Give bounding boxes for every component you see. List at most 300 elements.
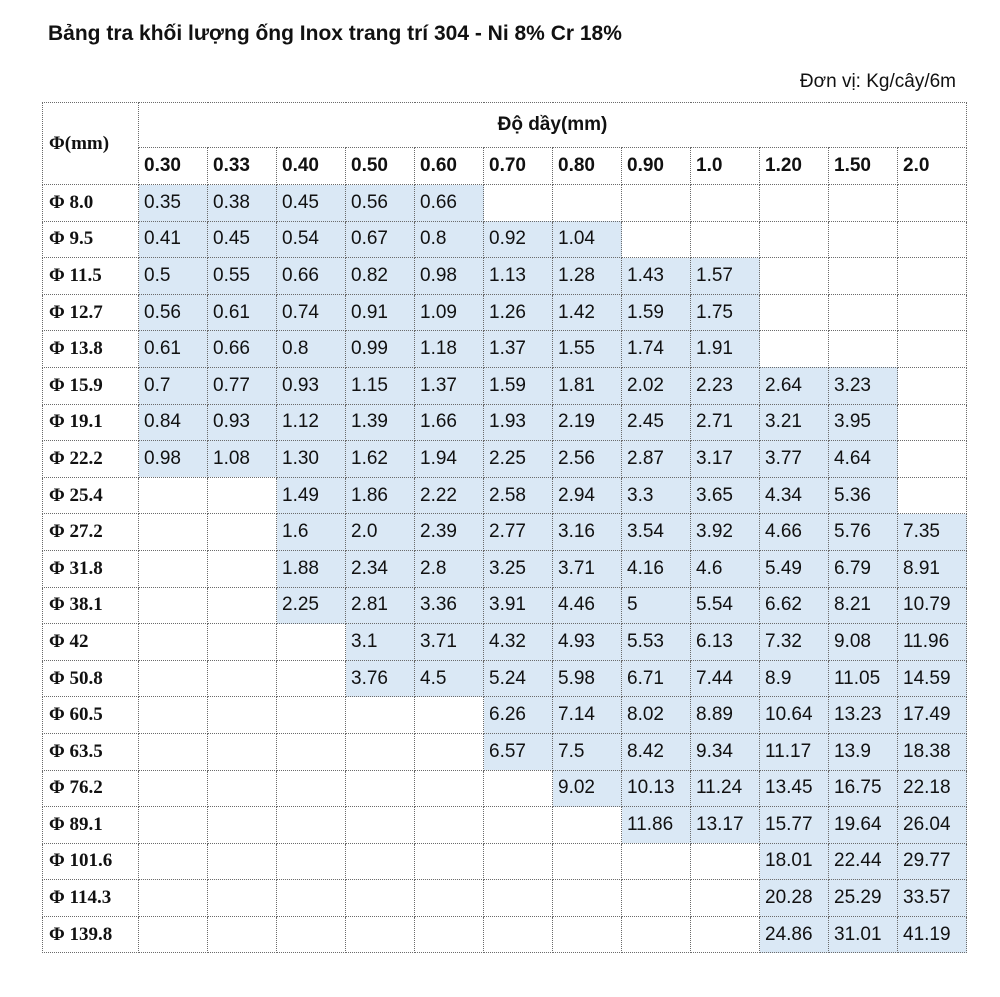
weight-cell [829,331,898,368]
diameter-header: Φ(mm) [43,103,139,185]
weight-cell: 2.81 [346,587,415,624]
weight-cell: 3.54 [622,514,691,551]
weight-cell [691,916,760,953]
weight-cell: 0.98 [415,258,484,295]
weight-cell [208,807,277,844]
diameter-cell: Φ 22.2 [43,441,139,478]
weight-cell: 0.8 [415,221,484,258]
weight-cell [691,221,760,258]
weight-cell: 5.24 [484,660,553,697]
weight-cell: 1.88 [277,550,346,587]
diameter-cell: Φ 42 [43,624,139,661]
weight-cell: 6.13 [691,624,760,661]
weight-cell [622,843,691,880]
weight-cell: 1.49 [277,477,346,514]
weight-cell: 0.7 [139,367,208,404]
weight-cell [484,880,553,917]
weight-cell: 8.9 [760,660,829,697]
weight-cell: 0.66 [415,185,484,222]
weight-cell: 1.15 [346,367,415,404]
weight-cell: 3.17 [691,441,760,478]
weight-cell [346,916,415,953]
weight-cell: 19.64 [829,807,898,844]
weight-cell: 0.54 [277,221,346,258]
table-row [43,367,967,404]
weight-cell: 5.98 [553,660,622,697]
weight-cell: 0.55 [208,258,277,295]
weight-cell [139,733,208,770]
weight-cell [208,587,277,624]
weight-cell [139,916,208,953]
weight-cell: 11.05 [829,660,898,697]
diameter-cell: Φ 19.1 [43,404,139,441]
weight-cell: 4.5 [415,660,484,697]
weight-cell [829,221,898,258]
weight-cell: 0.93 [277,367,346,404]
weight-cell: 1.74 [622,331,691,368]
weight-cell: 8.91 [898,550,967,587]
weight-cell: 2.0 [346,514,415,551]
weight-cell [898,441,967,478]
weight-cell: 4.34 [760,477,829,514]
weight-cell [139,660,208,697]
weight-cell [346,697,415,734]
weight-cell [622,880,691,917]
weight-cell: 11.86 [622,807,691,844]
weight-cell: 1.75 [691,294,760,331]
diameter-cell: Φ 60.5 [43,697,139,734]
weight-cell: 3.92 [691,514,760,551]
weight-cell: 11.24 [691,770,760,807]
weight-cell: 9.08 [829,624,898,661]
table-row [43,258,967,295]
weight-cell: 22.44 [829,843,898,880]
weight-cell: 7.32 [760,624,829,661]
weight-cell [760,331,829,368]
table-body [43,185,967,953]
weight-cell: 1.12 [277,404,346,441]
weight-cell: 8.89 [691,697,760,734]
table-row [43,624,967,661]
weight-cell: 0.99 [346,331,415,368]
weight-cell [691,843,760,880]
thickness-header-cell: 0.33 [208,148,277,185]
weight-cell: 10.13 [622,770,691,807]
weight-cell: 13.45 [760,770,829,807]
weight-cell [691,185,760,222]
table-row [43,477,967,514]
table-row [43,880,967,917]
weight-cell [553,843,622,880]
weight-cell: 0.38 [208,185,277,222]
weight-cell: 0.82 [346,258,415,295]
weight-cell: 22.18 [898,770,967,807]
weight-cell [277,660,346,697]
weight-cell: 25.29 [829,880,898,917]
weight-cell: 18.01 [760,843,829,880]
weight-cell: 3.21 [760,404,829,441]
thickness-header-cell: 2.0 [898,148,967,185]
diameter-cell: Φ 139.8 [43,916,139,953]
weight-cell: 1.04 [553,221,622,258]
table-row [43,550,967,587]
weight-cell: 6.26 [484,697,553,734]
weight-cell [898,477,967,514]
weight-cell: 3.71 [553,550,622,587]
diameter-cell: Φ 13.8 [43,331,139,368]
weight-cell: 0.45 [208,221,277,258]
weight-cell: 3.91 [484,587,553,624]
weight-cell [415,843,484,880]
table-row [43,843,967,880]
weight-cell [277,733,346,770]
weight-cell: 3.77 [760,441,829,478]
weight-cell [346,807,415,844]
table-row [43,733,967,770]
weight-cell: 0.5 [139,258,208,295]
weight-cell [139,550,208,587]
weight-cell: 0.61 [139,331,208,368]
weight-cell [898,258,967,295]
weight-cell [139,624,208,661]
weight-cell [139,477,208,514]
weight-cell: 1.30 [277,441,346,478]
weight-cell: 0.56 [346,185,415,222]
diameter-cell: Φ 8.0 [43,185,139,222]
thickness-header-cell: 1.0 [691,148,760,185]
weight-cell: 10.79 [898,587,967,624]
weight-cell [277,807,346,844]
table-row [43,294,967,331]
weight-cell: 0.35 [139,185,208,222]
table-row [43,404,967,441]
weight-cell: 2.19 [553,404,622,441]
weight-cell [760,294,829,331]
weight-cell [346,770,415,807]
thickness-header-cell: 0.30 [139,148,208,185]
thickness-header-cell: 0.90 [622,148,691,185]
weight-cell [622,221,691,258]
weight-cell [139,514,208,551]
weight-cell [415,733,484,770]
diameter-cell: Φ 114.3 [43,880,139,917]
weight-cell [277,916,346,953]
weight-cell: 1.09 [415,294,484,331]
weight-cell: 7.14 [553,697,622,734]
diameter-cell: Φ 38.1 [43,587,139,624]
weight-cell: 0.84 [139,404,208,441]
weight-cell: 3.3 [622,477,691,514]
weight-cell [277,624,346,661]
weight-cell [484,770,553,807]
table-row [43,660,967,697]
weight-cell: 2.87 [622,441,691,478]
weight-cell: 4.16 [622,550,691,587]
thickness-header-cell: 0.70 [484,148,553,185]
weight-cell: 1.93 [484,404,553,441]
weight-cell: 3.71 [415,624,484,661]
weight-cell: 2.58 [484,477,553,514]
diameter-cell: Φ 50.8 [43,660,139,697]
weight-cell [277,843,346,880]
weight-cell: 1.37 [484,331,553,368]
weight-cell [208,770,277,807]
weight-cell [208,514,277,551]
weight-cell: 3.95 [829,404,898,441]
weight-cell: 3.23 [829,367,898,404]
weight-cell: 13.23 [829,697,898,734]
thickness-header-cell: 1.20 [760,148,829,185]
weight-cell [415,807,484,844]
weight-cell: 2.45 [622,404,691,441]
weight-cell: 3.1 [346,624,415,661]
weight-cell: 1.81 [553,367,622,404]
weight-cell: 6.62 [760,587,829,624]
weight-cell: 4.46 [553,587,622,624]
weight-cell: 2.02 [622,367,691,404]
weight-cell: 15.77 [760,807,829,844]
weight-cell [553,807,622,844]
weight-cell: 13.9 [829,733,898,770]
weight-cell: 2.94 [553,477,622,514]
weight-cell [139,807,208,844]
weight-cell [139,587,208,624]
weight-cell: 1.86 [346,477,415,514]
weight-cell: 2.23 [691,367,760,404]
weight-cell: 0.8 [277,331,346,368]
weight-cell: 5.36 [829,477,898,514]
weight-cell: 2.25 [277,587,346,624]
weight-cell [208,916,277,953]
table-row [43,185,967,222]
table-row [43,331,967,368]
weight-cell: 29.77 [898,843,967,880]
weight-cell: 1.57 [691,258,760,295]
weight-cell: 8.02 [622,697,691,734]
weight-cell: 0.93 [208,404,277,441]
weight-cell: 7.5 [553,733,622,770]
weight-cell: 7.44 [691,660,760,697]
weight-cell [208,550,277,587]
weight-cell [139,843,208,880]
weight-cell [415,697,484,734]
weight-cell: 24.86 [760,916,829,953]
weight-cell: 1.66 [415,404,484,441]
weight-cell [484,185,553,222]
weight-cell: 0.67 [346,221,415,258]
weight-cell [484,916,553,953]
weight-cell [277,697,346,734]
weight-cell: 18.38 [898,733,967,770]
weight-cell: 9.34 [691,733,760,770]
weight-cell: 4.64 [829,441,898,478]
thickness-header-cell: 0.60 [415,148,484,185]
diameter-cell: Φ 63.5 [43,733,139,770]
weight-cell [415,880,484,917]
weight-cell: 4.6 [691,550,760,587]
weight-cell [139,880,208,917]
weight-cell: 1.26 [484,294,553,331]
weight-cell: 41.19 [898,916,967,953]
weight-cell [346,880,415,917]
weight-cell [898,221,967,258]
weight-cell [829,258,898,295]
weight-cell: 0.92 [484,221,553,258]
weight-cell [139,770,208,807]
weight-cell: 1.91 [691,331,760,368]
weight-cell: 1.42 [553,294,622,331]
weight-cell [760,221,829,258]
thickness-header-cell: 0.40 [277,148,346,185]
table-row [43,770,967,807]
weight-cell [208,843,277,880]
weight-cell: 1.08 [208,441,277,478]
weight-cell [415,916,484,953]
weight-cell: 14.59 [898,660,967,697]
weight-cell: 0.98 [139,441,208,478]
unit-label: Đơn vị: Kg/cây/6m [799,71,956,92]
table-row [43,587,967,624]
weight-cell [898,367,967,404]
weight-cell: 31.01 [829,916,898,953]
weight-cell: 16.75 [829,770,898,807]
weight-cell: 5.49 [760,550,829,587]
table-row [43,916,967,953]
weight-cell [208,733,277,770]
weight-cell: 8.21 [829,587,898,624]
weight-cell: 1.28 [553,258,622,295]
weight-cell [208,660,277,697]
weight-cell: 6.79 [829,550,898,587]
weight-cell [898,185,967,222]
weight-cell: 1.94 [415,441,484,478]
diameter-cell: Φ 11.5 [43,258,139,295]
weight-cell [208,477,277,514]
weight-cell: 10.64 [760,697,829,734]
weight-cell [346,843,415,880]
weight-cell [139,697,208,734]
weight-cell: 0.45 [277,185,346,222]
weight-cell: 2.22 [415,477,484,514]
weight-cell: 0.41 [139,221,208,258]
weight-cell: 11.17 [760,733,829,770]
weight-cell [691,880,760,917]
weight-cell: 1.43 [622,258,691,295]
weight-cell [553,916,622,953]
weight-table [42,102,967,953]
weight-cell: 3.25 [484,550,553,587]
weight-cell: 5 [622,587,691,624]
weight-cell: 5.76 [829,514,898,551]
weight-cell: 1.62 [346,441,415,478]
weight-cell: 4.93 [553,624,622,661]
weight-cell [898,404,967,441]
weight-cell: 3.65 [691,477,760,514]
weight-cell: 9.02 [553,770,622,807]
weight-cell: 26.04 [898,807,967,844]
weight-cell [553,185,622,222]
weight-cell: 3.36 [415,587,484,624]
weight-cell: 1.37 [415,367,484,404]
weight-cell [622,916,691,953]
diameter-cell: Φ 101.6 [43,843,139,880]
table-row [43,221,967,258]
weight-cell [208,697,277,734]
weight-cell: 2.64 [760,367,829,404]
weight-cell: 3.16 [553,514,622,551]
weight-cell [277,880,346,917]
diameter-cell: Φ 15.9 [43,367,139,404]
weight-cell: 2.34 [346,550,415,587]
weight-cell: 0.74 [277,294,346,331]
weight-cell: 1.59 [484,367,553,404]
weight-cell: 17.49 [898,697,967,734]
thickness-group-header: Độ dầy(mm) [139,103,967,148]
diameter-cell: Φ 89.1 [43,807,139,844]
thickness-header-row [43,148,967,185]
weight-cell: 33.57 [898,880,967,917]
weight-cell [208,624,277,661]
weight-cell: 20.28 [760,880,829,917]
weight-cell [622,185,691,222]
weight-cell: 2.77 [484,514,553,551]
diameter-cell: Φ 25.4 [43,477,139,514]
weight-cell: 7.35 [898,514,967,551]
thickness-header-cell: 1.50 [829,148,898,185]
weight-cell: 3.76 [346,660,415,697]
weight-cell: 8.42 [622,733,691,770]
table-row [43,441,967,478]
weight-cell: 0.66 [277,258,346,295]
weight-cell: 0.66 [208,331,277,368]
weight-cell: 4.32 [484,624,553,661]
weight-cell: 0.91 [346,294,415,331]
weight-cell [829,294,898,331]
weight-cell [760,185,829,222]
table-row [43,514,967,551]
weight-cell: 1.55 [553,331,622,368]
weight-cell: 6.71 [622,660,691,697]
thickness-header-cell: 0.80 [553,148,622,185]
weight-cell: 1.6 [277,514,346,551]
diameter-cell: Φ 9.5 [43,221,139,258]
weight-cell [553,880,622,917]
diameter-cell: Φ 12.7 [43,294,139,331]
weight-cell: 1.59 [622,294,691,331]
weight-cell: 13.17 [691,807,760,844]
table-row [43,807,967,844]
weight-cell: 0.61 [208,294,277,331]
weight-cell: 1.18 [415,331,484,368]
diameter-cell: Φ 27.2 [43,514,139,551]
table-row [43,697,967,734]
diameter-cell: Φ 76.2 [43,770,139,807]
weight-cell [415,770,484,807]
weight-cell: 0.56 [139,294,208,331]
page-title: Bảng tra khối lượng ống Inox trang trí 304 - Ni 8% Cr 18% [48,22,622,45]
weight-cell: 2.25 [484,441,553,478]
weight-cell: 2.8 [415,550,484,587]
weight-cell: 2.56 [553,441,622,478]
weight-cell [760,258,829,295]
weight-cell: 0.77 [208,367,277,404]
diameter-cell: Φ 31.8 [43,550,139,587]
weight-cell: 1.39 [346,404,415,441]
weight-cell: 6.57 [484,733,553,770]
weight-cell: 5.53 [622,624,691,661]
weight-cell [484,807,553,844]
weight-cell [277,770,346,807]
